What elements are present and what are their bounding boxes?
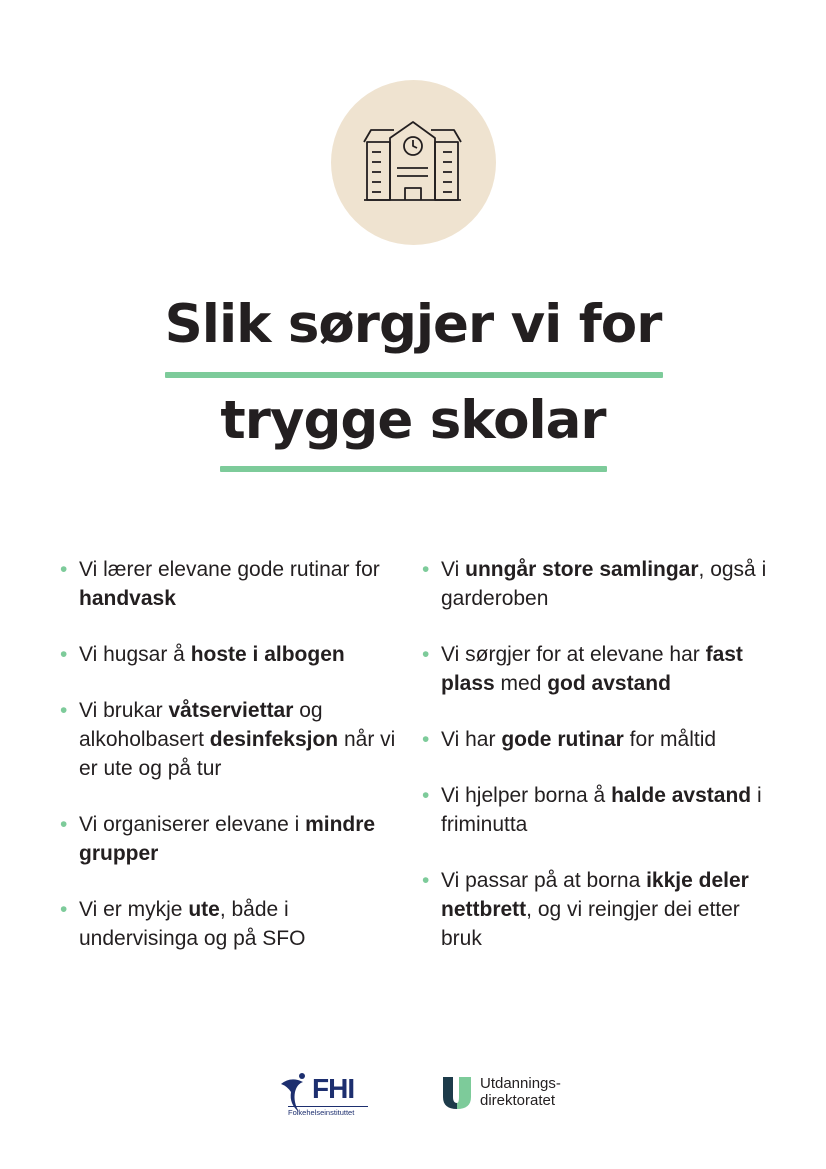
bullet-dot-icon: • [60,558,68,581]
fhi-subtitle: Folkehelseinstituttet [288,1106,368,1117]
bullet-dot-icon: • [422,558,430,581]
bullet-dot-icon: • [60,813,68,836]
bullet-item [422,725,767,754]
bullet-text: Vi brukar [79,699,169,722]
bullet-text-bold: god avstand [547,672,671,695]
title-line-2: trygge skolar [220,390,606,451]
bullet-text: , både i undervisinga og på SFO [79,898,306,950]
udir-name-line-2: direktoratet [480,1092,556,1109]
bullet-item [60,555,400,613]
bullet-text: , også i garderoben [441,558,767,610]
bullet-item [422,555,767,613]
bullet-text: med [494,672,548,695]
bullet-text: Vi er mykje [79,898,189,921]
school-building-icon [331,80,496,245]
bullet-item [422,781,767,839]
bullet-dot-icon: • [60,699,68,722]
right-bullet-list [422,555,767,980]
bullet-text-bold: desinfeksjon [209,728,339,751]
bullet-text-bold: ute [188,898,220,921]
header-badge [331,80,496,245]
bullet-text: Vi passar på at borna [441,869,647,892]
bullet-dot-icon: • [422,869,430,892]
bullet-text-bold: gode rutinar [501,728,624,751]
title-line-1: Slik sørgjer vi for [164,294,662,355]
bullet-text: for måltid [623,728,717,751]
fhi-name: FHI [312,1073,355,1104]
bullet-text: og alkoholbasert [79,699,323,751]
bullet-item [422,640,767,698]
bullet-dot-icon: • [422,643,430,666]
bullet-dot-icon: • [422,728,430,751]
bullet-text-bold: ikkje deler nettbrett [441,869,749,921]
bullet-text-bold: mindre grupper [79,813,376,865]
bullet-text-bold: hoste i albogen [190,643,345,666]
udir-name-line-1: Utdannings- [480,1075,561,1092]
bullet-dot-icon: • [60,898,68,921]
bullet-text: Vi organiserer elevane i [79,813,306,836]
bullet-item [60,640,400,669]
bullet-text: Vi har [441,728,502,751]
udir-name [480,1075,561,1109]
bullet-dot-icon: • [60,643,68,666]
bullet-text: i friminutta [441,784,762,836]
bullet-text: Vi hugsar å [79,643,191,666]
bullet-text: Vi hjelper borna å [441,784,612,807]
bullet-text-bold: handvask [79,587,176,610]
bullet-text-bold: halde avstand [611,784,752,807]
bullet-text-bold: våtserviettar [168,699,294,722]
bullet-item [60,895,400,953]
left-bullet-list [60,555,400,980]
bullet-text: Vi lærer elevane gode rutinar for [79,558,380,581]
bullet-item [422,866,767,953]
bullet-text: Vi [441,558,466,581]
bullet-text-bold: unngår store samlingar [465,558,699,581]
bullet-item [60,810,400,868]
bullet-item [60,696,400,783]
bullet-text-bold: fast plass [441,643,743,695]
udir-logo-icon [441,1075,473,1111]
title-underline-2 [220,466,607,472]
bullet-text: når vi er ute og på tur [79,728,396,780]
bullet-dot-icon: • [422,784,430,807]
bullet-text: , og vi reingjer dei etter bruk [441,898,740,950]
title-underline-1 [165,372,663,378]
bullet-text: Vi sørgjer for at elevane har [441,643,706,666]
